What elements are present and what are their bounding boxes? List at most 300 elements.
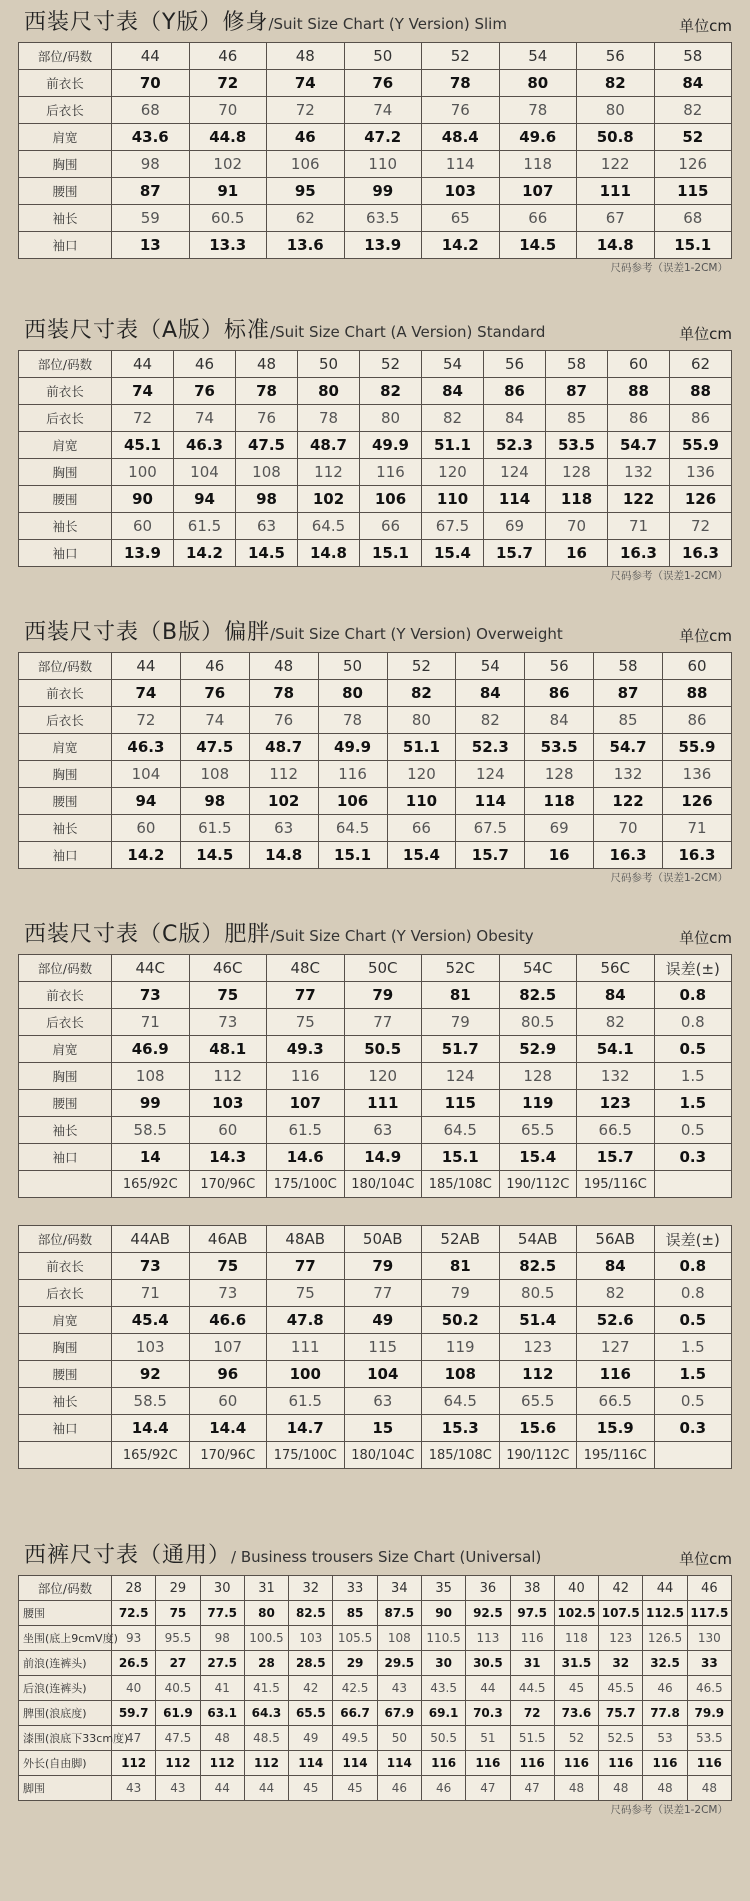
- table-cell: 119: [422, 1334, 500, 1361]
- table-cell: 87: [546, 378, 608, 405]
- table-cell: 65.5: [499, 1388, 577, 1415]
- row-label: 前衣长: [19, 378, 112, 405]
- size-header-cell: 60: [608, 351, 670, 378]
- table-cell: 85: [333, 1601, 377, 1626]
- table-cell: 63: [236, 513, 298, 540]
- table-cell: 87: [594, 680, 663, 707]
- table-cell: 94: [112, 788, 181, 815]
- table-row: [19, 1601, 732, 1626]
- table-cell: 43: [156, 1776, 200, 1801]
- row-label: 袖长: [19, 815, 112, 842]
- size-table: [18, 1225, 732, 1469]
- table-cell: 0.5: [654, 1117, 732, 1144]
- height-chest-cell: 185/108C: [422, 1171, 500, 1198]
- row-label: 袖口: [19, 540, 112, 567]
- table-cell: 72: [112, 707, 181, 734]
- table-cell: 73: [112, 1253, 190, 1280]
- table-cell: 116: [510, 1626, 554, 1651]
- header-row: [19, 1226, 732, 1253]
- table-cell: 66: [387, 815, 456, 842]
- table-cell: 61.5: [267, 1117, 345, 1144]
- table-cell: 108: [377, 1626, 421, 1651]
- size-table: [18, 350, 732, 567]
- unit-label: 单位cm: [679, 325, 732, 343]
- table-cell: 31.5: [554, 1651, 598, 1676]
- table-cell: 46: [267, 124, 345, 151]
- table-cell: 1.5: [654, 1361, 732, 1388]
- header-row: [19, 653, 732, 680]
- table-row: [19, 1361, 732, 1388]
- table-cell: 43: [112, 1776, 156, 1801]
- table-cell: 104: [344, 1361, 422, 1388]
- table-cell: 52.9: [499, 1036, 577, 1063]
- size-header-cell: 58: [654, 43, 732, 70]
- table-cell: 65.5: [499, 1117, 577, 1144]
- table-cell: 65.5: [289, 1701, 333, 1726]
- table-cell: 32.5: [643, 1651, 687, 1676]
- table-cell: 114: [456, 788, 525, 815]
- table-cell: 33: [687, 1651, 731, 1676]
- size-header-cell: 52C: [422, 955, 500, 982]
- table-row: [19, 1726, 732, 1751]
- table-cell: 108: [236, 459, 298, 486]
- table-cell: 14.2: [112, 842, 181, 869]
- table-cell: 61.9: [156, 1701, 200, 1726]
- table-cell: 120: [344, 1063, 422, 1090]
- table-cell: 47.5: [236, 432, 298, 459]
- table-cell: 60: [189, 1117, 267, 1144]
- table-row: [19, 1751, 732, 1776]
- table-cell: 97.5: [510, 1601, 554, 1626]
- table-cell: 87: [112, 178, 190, 205]
- table-cell: 79.9: [687, 1701, 731, 1726]
- row-label: 后衣长: [19, 707, 112, 734]
- row-label: 后衣长: [19, 405, 112, 432]
- size-header-cell: 46AB: [189, 1226, 267, 1253]
- table-cell: 42.5: [333, 1676, 377, 1701]
- table-cell: 30: [421, 1651, 465, 1676]
- table-cell: 82.5: [499, 982, 577, 1009]
- table-cell: 136: [663, 761, 732, 788]
- table-cell: 48.7: [249, 734, 318, 761]
- table-cell: 112: [112, 1751, 156, 1776]
- table-cell: 90: [112, 486, 174, 513]
- row-label: 前浪(连裤头): [19, 1651, 112, 1676]
- table-cell: 76: [236, 405, 298, 432]
- table-cell: 1.5: [654, 1063, 732, 1090]
- table-cell: 82: [387, 680, 456, 707]
- height-chest-cell: [19, 1171, 112, 1198]
- table-cell: 78: [249, 680, 318, 707]
- table-row: [19, 205, 732, 232]
- table-cell: 82: [456, 707, 525, 734]
- table-row: [19, 405, 732, 432]
- table-cell: 66: [360, 513, 422, 540]
- title-cn: 西装尺寸表（B版）偏胖: [24, 620, 271, 645]
- row-label: 袖长: [19, 1117, 112, 1144]
- table-cell: 51.1: [422, 432, 484, 459]
- table-cell: 49.9: [318, 734, 387, 761]
- table-cell: 104: [112, 761, 181, 788]
- table-cell: 108: [180, 761, 249, 788]
- table-cell: 104: [174, 459, 236, 486]
- table-cell: 64.5: [422, 1388, 500, 1415]
- table-cell: 15.3: [422, 1415, 500, 1442]
- table-row: [19, 151, 732, 178]
- table-row: [19, 1626, 732, 1651]
- table-cell: 85: [594, 707, 663, 734]
- row-label: 肩宽: [19, 1307, 112, 1334]
- size-header-cell: 56: [577, 43, 655, 70]
- table-cell: 48.4: [422, 124, 500, 151]
- table-cell: 75: [267, 1280, 345, 1307]
- table-cell: 98: [200, 1626, 244, 1651]
- table-cell: 48.5: [244, 1726, 288, 1751]
- size-note: 尺码参考（误差1-2CM）: [610, 872, 728, 884]
- table-cell: 128: [546, 459, 608, 486]
- table-cell: 86: [663, 707, 732, 734]
- table-cell: 88: [608, 378, 670, 405]
- table-cell: 84: [456, 680, 525, 707]
- table-row: [19, 513, 732, 540]
- table-cell: 49: [344, 1307, 422, 1334]
- table-cell: 114: [422, 151, 500, 178]
- table-cell: 75: [156, 1601, 200, 1626]
- table-cell: 29: [333, 1651, 377, 1676]
- title-cn: 西装尺寸表（C版）肥胖: [24, 922, 271, 947]
- table-cell: 116: [510, 1751, 554, 1776]
- size-header-cell: 32: [289, 1576, 333, 1601]
- table-cell: 99: [112, 1090, 190, 1117]
- table-cell: 41: [200, 1676, 244, 1701]
- table-cell: 55.9: [663, 734, 732, 761]
- table-cell: 15.4: [422, 540, 484, 567]
- table-cell: 52.3: [484, 432, 546, 459]
- size-header-cell: 56: [484, 351, 546, 378]
- table-cell: 75: [189, 982, 267, 1009]
- table-cell: 84: [577, 1253, 655, 1280]
- table-cell: 75: [267, 1009, 345, 1036]
- table-cell: 72: [267, 97, 345, 124]
- size-header-cell: 50: [298, 351, 360, 378]
- table-cell: 80: [318, 680, 387, 707]
- table-cell: 69: [484, 513, 546, 540]
- height-chest-row: [19, 1171, 732, 1198]
- table-row: [19, 1415, 732, 1442]
- table-cell: 112.5: [643, 1601, 687, 1626]
- table-cell: 63: [249, 815, 318, 842]
- height-chest-cell: 195/116C: [577, 1442, 655, 1469]
- table-cell: 0.3: [654, 1415, 732, 1442]
- row-label: 腰围: [19, 1601, 112, 1626]
- table-cell: 115: [422, 1090, 500, 1117]
- table-row: [19, 1334, 732, 1361]
- size-header-cell: 62: [670, 351, 732, 378]
- table-cell: 103: [189, 1090, 267, 1117]
- table-cell: 26.5: [112, 1651, 156, 1676]
- table-cell: 44: [244, 1776, 288, 1801]
- table-cell: 14.4: [189, 1415, 267, 1442]
- table-cell: 52.6: [577, 1307, 655, 1334]
- table-cell: 73: [112, 982, 190, 1009]
- table-cell: 80: [298, 378, 360, 405]
- table-cell: 80.5: [499, 1009, 577, 1036]
- section-header: [18, 914, 732, 954]
- table-cell: 82.5: [499, 1253, 577, 1280]
- table-cell: 58.5: [112, 1388, 190, 1415]
- row-label: 袖口: [19, 842, 112, 869]
- table-cell: 46: [643, 1676, 687, 1701]
- table-cell: 110: [387, 788, 456, 815]
- size-header-cell: 36: [466, 1576, 510, 1601]
- table-cell: 124: [422, 1063, 500, 1090]
- size-header-cell: 44AB: [112, 1226, 190, 1253]
- table-cell: 43.5: [421, 1676, 465, 1701]
- size-header-cell: 46: [687, 1576, 731, 1601]
- row-label: 袖口: [19, 1415, 112, 1442]
- row-label: 腰围: [19, 178, 112, 205]
- row-label: 袖长: [19, 1388, 112, 1415]
- height-chest-cell: 165/92C: [112, 1171, 190, 1198]
- table-cell: 136: [670, 459, 732, 486]
- table-cell: 47.2: [344, 124, 422, 151]
- table-cell: 110: [422, 486, 484, 513]
- table-cell: 123: [599, 1626, 643, 1651]
- table-cell: 47.5: [180, 734, 249, 761]
- table-cell: 116: [421, 1751, 465, 1776]
- table-cell: 76: [249, 707, 318, 734]
- size-note: 尺码参考（误差1-2CM）: [610, 262, 728, 274]
- table-cell: 1.5: [654, 1090, 732, 1117]
- table-cell: 15.1: [654, 232, 732, 259]
- table-cell: 73.6: [554, 1701, 598, 1726]
- table-cell: 45: [333, 1776, 377, 1801]
- table-cell: 87.5: [377, 1601, 421, 1626]
- table-cell: 0.8: [654, 1280, 732, 1307]
- table-cell: 50: [377, 1726, 421, 1751]
- table-row: [19, 680, 732, 707]
- height-chest-cell: 170/96C: [189, 1442, 267, 1469]
- table-cell: 123: [577, 1090, 655, 1117]
- table-cell: 49: [289, 1726, 333, 1751]
- size-note: 尺码参考（误差1-2CM）: [610, 1804, 728, 1816]
- height-chest-cell: 175/100C: [267, 1171, 345, 1198]
- table-cell: 112: [156, 1751, 200, 1776]
- row-label: 坐围(底上9cmV度): [19, 1626, 112, 1651]
- table-cell: 32: [599, 1651, 643, 1676]
- table-cell: 0.8: [654, 982, 732, 1009]
- table-cell: 70.3: [466, 1701, 510, 1726]
- table-cell: 84: [525, 707, 594, 734]
- table-cell: 128: [525, 761, 594, 788]
- table-cell: 47: [466, 1776, 510, 1801]
- row-label: 后衣长: [19, 1009, 112, 1036]
- title-en: /Suit Size Chart (Y Version) Slim: [268, 15, 507, 33]
- unit-label: 单位cm: [679, 627, 732, 645]
- table-cell: 77.8: [643, 1701, 687, 1726]
- table-cell: 27.5: [200, 1651, 244, 1676]
- size-header-cell: 50: [344, 43, 422, 70]
- row-label: 腰围: [19, 788, 112, 815]
- table-cell: 127: [577, 1334, 655, 1361]
- table-cell: 47: [112, 1726, 156, 1751]
- table-cell: 76: [344, 70, 422, 97]
- size-header-cell: 46: [180, 653, 249, 680]
- section-title: [24, 1538, 541, 1569]
- table-cell: 73: [189, 1280, 267, 1307]
- row-label: 袖长: [19, 205, 112, 232]
- table-cell: 116: [318, 761, 387, 788]
- table-cell: 107: [499, 178, 577, 205]
- size-header-cell: 误差(±): [654, 955, 732, 982]
- trousers-size-chart: [18, 1535, 732, 1819]
- table-cell: 48.7: [298, 432, 360, 459]
- table-row: [19, 1117, 732, 1144]
- table-cell: 84: [422, 378, 484, 405]
- table-cell: 81: [422, 1253, 500, 1280]
- table-cell: 13.9: [112, 540, 174, 567]
- table-cell: 14.5: [499, 232, 577, 259]
- table-cell: 46.3: [174, 432, 236, 459]
- table-cell: 16: [546, 540, 608, 567]
- table-cell: 82.5: [289, 1601, 333, 1626]
- table-cell: 98: [180, 788, 249, 815]
- table-cell: 45.1: [112, 432, 174, 459]
- table-cell: 63.1: [200, 1701, 244, 1726]
- table-cell: 100: [112, 459, 174, 486]
- size-header-cell: 56: [525, 653, 594, 680]
- size-header-cell: 52: [422, 43, 500, 70]
- table-cell: 71: [112, 1009, 190, 1036]
- table-cell: 102: [189, 151, 267, 178]
- size-chart-ab: [18, 1225, 732, 1469]
- title-en: /Suit Size Chart (Y Version) Obesity: [270, 927, 534, 945]
- table-row: [19, 815, 732, 842]
- table-cell: 81: [422, 982, 500, 1009]
- table-cell: 64.3: [244, 1701, 288, 1726]
- table-cell: 124: [484, 459, 546, 486]
- table-cell: 80.5: [499, 1280, 577, 1307]
- table-cell: 112: [249, 761, 318, 788]
- table-cell: 72: [189, 70, 267, 97]
- size-header-cell: 54AB: [499, 1226, 577, 1253]
- table-cell: 69: [525, 815, 594, 842]
- table-cell: 15.1: [318, 842, 387, 869]
- table-cell: 43: [377, 1676, 421, 1701]
- table-cell: 110.5: [421, 1626, 465, 1651]
- table-cell: 16: [525, 842, 594, 869]
- table-cell: 46: [377, 1776, 421, 1801]
- size-header-cell: 54: [499, 43, 577, 70]
- size-table: [18, 42, 732, 259]
- table-cell: 102: [298, 486, 360, 513]
- table-cell: 112: [244, 1751, 288, 1776]
- table-cell: 76: [180, 680, 249, 707]
- size-header-cell: 44C: [112, 955, 190, 982]
- table-cell: 16.3: [594, 842, 663, 869]
- unit-label: 单位cm: [679, 1550, 732, 1568]
- table-cell: 61.5: [267, 1388, 345, 1415]
- table-row: [19, 734, 732, 761]
- title-cn: 西装尺寸表（A版）标准: [24, 318, 271, 343]
- height-chest-cell: [654, 1442, 732, 1469]
- table-cell: 13.9: [344, 232, 422, 259]
- table-cell: 92.5: [466, 1601, 510, 1626]
- table-cell: 13: [112, 232, 190, 259]
- table-cell: 113: [466, 1626, 510, 1651]
- table-cell: 66.7: [333, 1701, 377, 1726]
- table-cell: 60: [112, 513, 174, 540]
- table-cell: 14.2: [422, 232, 500, 259]
- table-cell: 126: [663, 788, 732, 815]
- table-cell: 0.5: [654, 1036, 732, 1063]
- header-row: [19, 955, 732, 982]
- table-cell: 114: [377, 1751, 421, 1776]
- table-cell: 50.5: [344, 1036, 422, 1063]
- table-cell: 15.7: [456, 842, 525, 869]
- size-header-cell: 42: [599, 1576, 643, 1601]
- table-cell: 31: [510, 1651, 554, 1676]
- table-cell: 118: [546, 486, 608, 513]
- row-label: 胸围: [19, 761, 112, 788]
- table-cell: 100: [267, 1361, 345, 1388]
- table-cell: 118: [554, 1626, 598, 1651]
- table-cell: 82: [422, 405, 484, 432]
- table-cell: 73: [189, 1009, 267, 1036]
- table-cell: 46.6: [189, 1307, 267, 1334]
- row-label: 前衣长: [19, 70, 112, 97]
- size-header-cell: 误差(±): [654, 1226, 732, 1253]
- height-chest-cell: 195/116C: [577, 1171, 655, 1198]
- table-cell: 51.5: [510, 1726, 554, 1751]
- table-cell: 14.7: [267, 1415, 345, 1442]
- table-row: [19, 1776, 732, 1801]
- table-cell: 72.5: [112, 1601, 156, 1626]
- row-label: 胸围: [19, 1063, 112, 1090]
- table-cell: 53.5: [546, 432, 608, 459]
- table-cell: 14.8: [298, 540, 360, 567]
- table-cell: 98: [236, 486, 298, 513]
- size-table: [18, 1575, 732, 1801]
- table-cell: 82: [654, 97, 732, 124]
- table-cell: 68: [112, 97, 190, 124]
- size-header-cell: 40: [554, 1576, 598, 1601]
- table-cell: 0.5: [654, 1307, 732, 1334]
- table-cell: 13.6: [267, 232, 345, 259]
- table-row: [19, 378, 732, 405]
- table-cell: 43.6: [112, 124, 190, 151]
- table-cell: 118: [499, 151, 577, 178]
- row-label: 前衣长: [19, 1253, 112, 1280]
- table-cell: 116: [267, 1063, 345, 1090]
- title-cn: 西裤尺寸表（通用）: [24, 1543, 232, 1568]
- size-header-cell: 52AB: [422, 1226, 500, 1253]
- size-header-cell: 44: [643, 1576, 687, 1601]
- row-label: 腰围: [19, 1090, 112, 1117]
- size-chart-a-standard: [18, 310, 732, 585]
- table-cell: 54.7: [594, 734, 663, 761]
- table-cell: 79: [344, 982, 422, 1009]
- table-cell: 49.5: [333, 1726, 377, 1751]
- table-cell: 130: [687, 1626, 731, 1651]
- row-label: 腰围: [19, 1361, 112, 1388]
- table-row: [19, 1676, 732, 1701]
- table-cell: 94: [174, 486, 236, 513]
- row-label: 后衣长: [19, 1280, 112, 1307]
- table-cell: 40.5: [156, 1676, 200, 1701]
- size-header-cell: 54C: [499, 955, 577, 982]
- table-cell: 71: [608, 513, 670, 540]
